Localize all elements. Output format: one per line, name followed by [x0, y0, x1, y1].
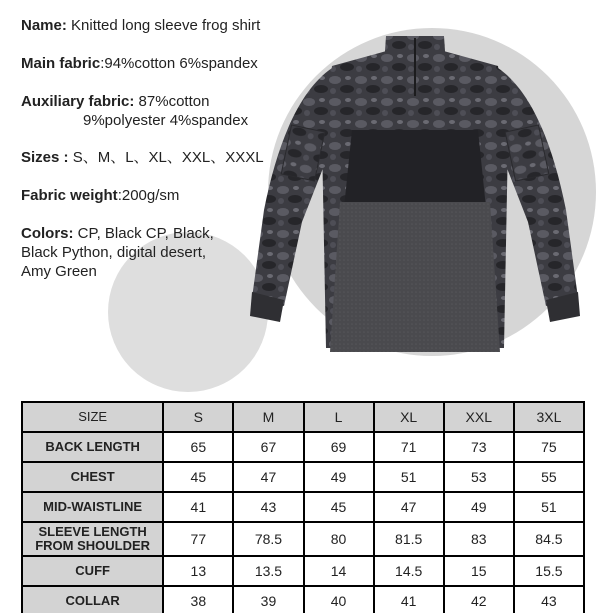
table-cell: 49 — [444, 492, 514, 522]
size-header-cell: M — [233, 402, 303, 432]
table-cell: 42 — [444, 586, 514, 613]
spec-colors-label: Colors: — [21, 225, 74, 242]
row-label — [22, 586, 163, 613]
spec-aux-fabric-value-2: 9%polyester 4%spandex — [83, 112, 249, 129]
row-label — [22, 432, 163, 462]
table-cell: 51 — [374, 462, 444, 492]
table-row — [22, 556, 584, 586]
size-header-label: SIZE — [22, 402, 163, 432]
table-cell: 78.5 — [233, 522, 303, 556]
table-cell: 41 — [374, 586, 444, 613]
table-cell: 77 — [163, 522, 233, 556]
row-label — [22, 462, 163, 492]
table-cell: 13.5 — [233, 556, 303, 586]
table-cell: 55 — [514, 462, 584, 492]
table-cell: 83 — [444, 522, 514, 556]
table-row — [22, 522, 584, 556]
table-cell: 14 — [304, 556, 374, 586]
spec-name-value: Knitted long sleeve frog shirt — [66, 17, 261, 34]
size-header-cell: 3XL — [514, 402, 584, 432]
spec-aux-fabric — [21, 92, 248, 130]
table-row — [22, 492, 584, 522]
spec-main-fabric-label: Main fabric — [21, 55, 101, 72]
spec-colors-value-3: Amy Green — [21, 263, 97, 280]
table-cell: 43 — [514, 586, 584, 613]
size-chart-table — [21, 401, 585, 613]
spec-aux-fabric-value-1: 87%cotton — [134, 93, 210, 110]
table-cell: 14.5 — [374, 556, 444, 586]
table-cell: 84.5 — [514, 522, 584, 556]
row-label — [22, 492, 163, 522]
size-header-cell: XXL — [444, 402, 514, 432]
table-cell: 51 — [514, 492, 584, 522]
table-row — [22, 462, 584, 492]
spec-name-label: Name: — [21, 17, 67, 34]
table-cell: 67 — [233, 432, 303, 462]
table-cell: 65 — [163, 432, 233, 462]
table-cell: 71 — [374, 432, 444, 462]
table-row — [22, 586, 584, 613]
table-cell: 80 — [304, 522, 374, 556]
table-cell: 13 — [163, 556, 233, 586]
table-cell: 49 — [304, 462, 374, 492]
row-label-line: COLLAR — [65, 593, 120, 608]
table-row — [22, 432, 584, 462]
size-header-row — [22, 402, 584, 432]
spec-sizes-value: S、M、L、XL、XXL、XXXL — [68, 149, 264, 166]
spec-weight-label: Fabric weight — [21, 187, 118, 204]
spec-main-fabric — [21, 54, 258, 73]
table-cell: 38 — [163, 586, 233, 613]
table-cell: 45 — [304, 492, 374, 522]
spec-colors-value-1: CP, Black CP, Black, — [73, 225, 214, 242]
table-cell: 39 — [233, 586, 303, 613]
table-cell: 69 — [304, 432, 374, 462]
spec-sizes — [21, 148, 264, 167]
size-header-cell: S — [163, 402, 233, 432]
shirt-image — [250, 30, 580, 365]
spec-aux-fabric-label: Auxiliary fabric: — [21, 93, 135, 110]
row-label-line: CHEST — [70, 469, 115, 484]
spec-weight-value: :200g/sm — [117, 187, 180, 204]
spec-name — [21, 16, 260, 35]
spec-sizes-label: Sizes : — [21, 149, 69, 166]
table-cell: 53 — [444, 462, 514, 492]
table-cell: 73 — [444, 432, 514, 462]
spec-colors-value-2: Black Python, digital desert, — [21, 244, 207, 261]
spec-main-fabric-value: :94%cotton 6%spandex — [100, 55, 258, 72]
table-cell: 40 — [304, 586, 374, 613]
table-cell: 15 — [444, 556, 514, 586]
table-cell: 45 — [163, 462, 233, 492]
row-label-line: BACK LENGTH — [45, 439, 140, 454]
spec-weight — [21, 186, 179, 205]
row-label-line: FROM SHOULDER — [35, 538, 151, 553]
table-cell: 41 — [163, 492, 233, 522]
row-label — [22, 556, 163, 586]
table-cell: 81.5 — [374, 522, 444, 556]
spec-colors — [21, 224, 214, 281]
row-label-line: CUFF — [75, 563, 110, 578]
row-label-line: MID-WAISTLINE — [43, 499, 143, 514]
size-header-cell: XL — [374, 402, 444, 432]
table-cell: 47 — [233, 462, 303, 492]
size-header-cell: L — [304, 402, 374, 432]
table-cell: 75 — [514, 432, 584, 462]
row-label — [22, 522, 163, 556]
table-cell: 43 — [233, 492, 303, 522]
table-cell: 15.5 — [514, 556, 584, 586]
table-cell: 47 — [374, 492, 444, 522]
row-label-line: SLEEVE LENGTH — [38, 524, 147, 539]
